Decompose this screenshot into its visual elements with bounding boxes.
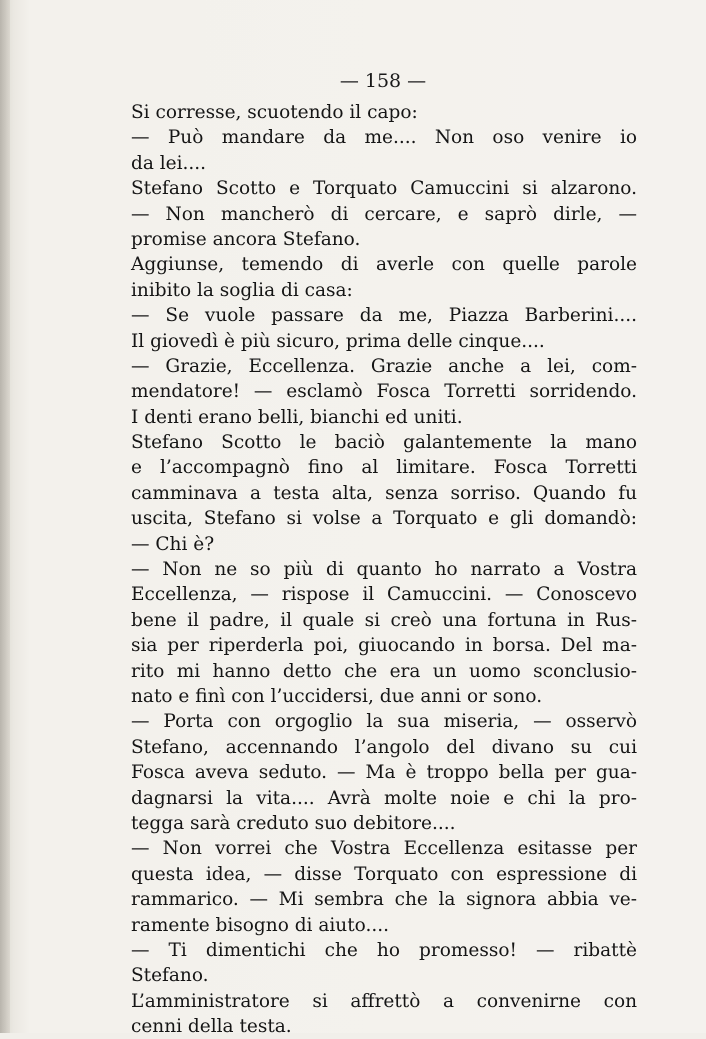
text-line: mendatore! — esclamò Fosca Torretti sorridendo.	[131, 381, 637, 403]
text-line: dagnarsi la vita.... Avrà molte noie e chi la pro-	[131, 787, 637, 809]
text-line: questa idea, — disse Torquato con espressione di	[131, 863, 637, 885]
text-line: Il giovedì è più sicuro, prima delle cinque....	[131, 330, 545, 352]
text-line: promise ancora Stefano.	[131, 228, 361, 250]
page-binding-edge	[0, 0, 10, 1033]
text-line: e l’accompagnò fino al limitare. Fosca Torretti	[131, 457, 637, 479]
text-line: rammarico. — Mi sembra che la signora abbia ve-	[131, 889, 637, 911]
page-number: — 158 —	[339, 70, 427, 92]
text-line: — Ti dimentichi che ho promesso! — ribattè	[131, 939, 637, 961]
text-line: — Porta con orgoglio la sua miseria, — osservò	[131, 711, 637, 733]
text-line: Stefano.	[131, 965, 209, 987]
text-line: Eccellenza, — rispose il Camuccini. — Conoscevo	[131, 584, 637, 606]
text-line: da lei....	[131, 152, 207, 174]
text-line: nato e finì con l’uccidersi, due anni or sono.	[131, 685, 543, 707]
text-line: cenni della testa.	[131, 1016, 292, 1038]
text-line: — Non ne so più di quanto ho narrato a Vostra	[131, 559, 637, 581]
text-line: uscita, Stefano si volse a Torquato e gli domandò:	[131, 508, 637, 530]
text-line: Aggiunse, temendo di averle con quelle parole	[131, 254, 637, 276]
text-line: Stefano Scotto e Torquato Camuccini si alzarono.	[131, 178, 637, 200]
text-line: — Può mandare da me.... Non oso venire io	[131, 127, 637, 149]
text-line: tegga sarà creduto suo debitore....	[131, 812, 456, 834]
text-line: — Non vorrei che Vostra Eccellenza esitasse per	[131, 838, 637, 860]
text-line: Si corresse, scuotendo il capo:	[131, 102, 418, 123]
text-line: ramente bisogno di aiuto....	[131, 914, 389, 936]
text-line: inibito la soglia di casa:	[131, 279, 353, 301]
text-line: — Non mancherò di cercare, e saprò dirle, —	[131, 203, 637, 225]
text-line: rito mi hanno detto che era un uomo sconclusio-	[131, 660, 637, 682]
text-line: I denti erano belli, bianchi ed uniti.	[131, 406, 463, 428]
text-line: — Grazie, Eccellenza. Grazie anche a lei, com-	[131, 355, 637, 377]
text-line: sia per riperderla poi, giuocando in borsa. Del ma-	[131, 635, 637, 657]
text-line: Stefano Scotto le baciò galantemente la mano	[131, 432, 637, 454]
text-line: camminava a testa alta, senza sorriso. Quando fu	[131, 482, 637, 504]
text-line: — Chi è?	[131, 533, 215, 555]
text-line: Fosca aveva seduto. — Ma è troppo bella per gua-	[131, 762, 637, 784]
text-line: bene il padre, il quale si creò una fortuna in Rus-	[131, 609, 637, 631]
text-line: — Se vuole passare da me, Piazza Barberini....	[131, 305, 637, 327]
text-line: Stefano, accennando l’angolo del divano su cui	[131, 736, 637, 758]
page-body-text	[131, 100, 637, 1039]
text-line: L’amministratore si affrettò a convenirne con	[131, 990, 637, 1012]
